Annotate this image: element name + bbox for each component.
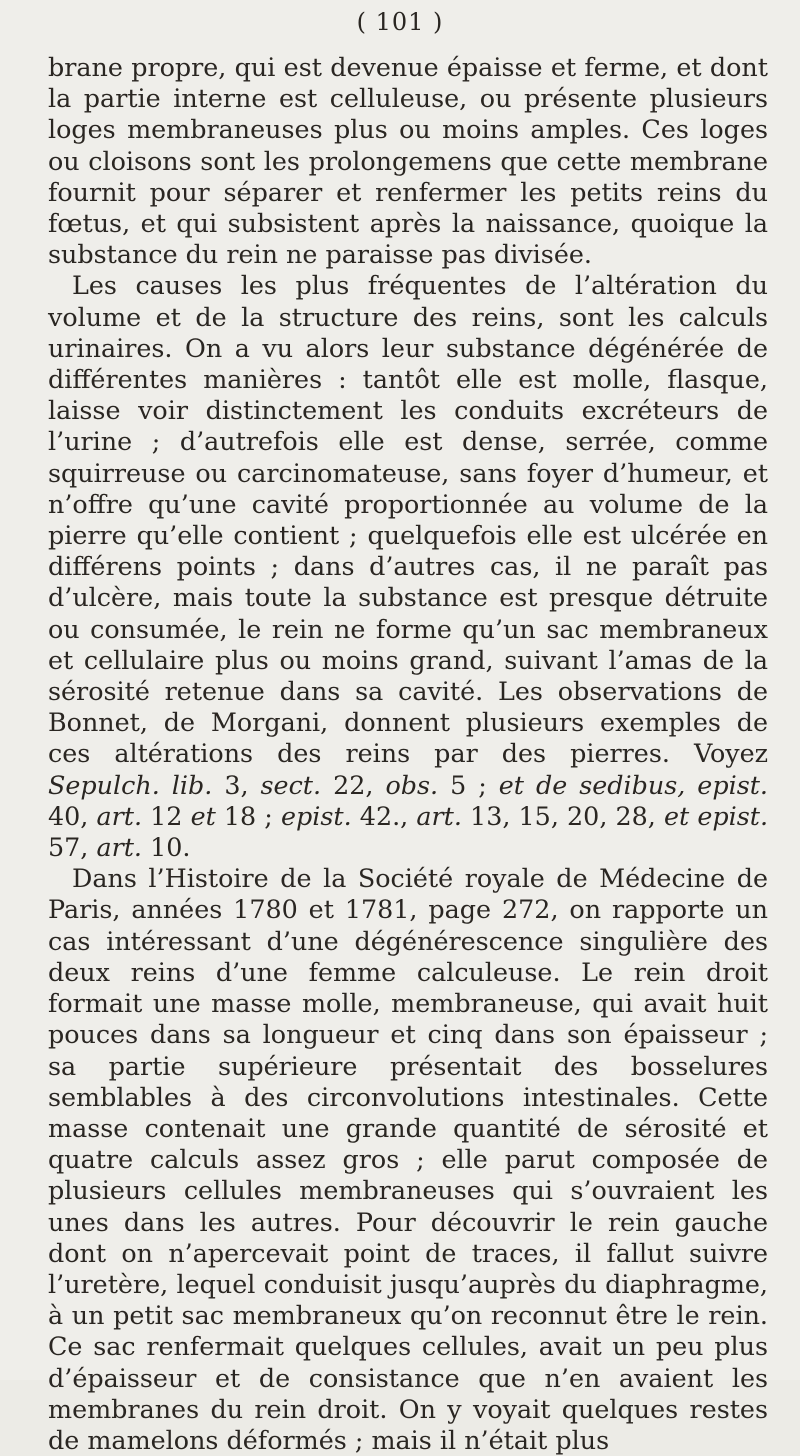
text-run: 22, [321, 769, 386, 800]
italic-citation: sect. [260, 769, 322, 800]
paragraph [48, 863, 768, 1456]
paragraph [48, 270, 768, 863]
italic-citation: art. [96, 832, 143, 863]
text-run: 10. [142, 832, 191, 863]
italic-citation: et [190, 800, 216, 831]
text-run: 13, 15, 20, 28, [461, 800, 664, 831]
italic-citation: obs. [385, 769, 439, 800]
italic-citation: Sepulch. lib. [48, 769, 213, 800]
paragraph [48, 52, 768, 270]
text-run: 40, [48, 800, 97, 831]
italic-citation: et epist. [663, 800, 769, 831]
text-run: 5 ; [438, 769, 499, 800]
text-run: Dans l’Histoire de la Société royale de Médecine de Paris, années 1780 et 1781, page 272, on rapporte un cas intéressant d’une dégénérescence singulière des deux reins d’une femme calculeuse. Le rein droit formait une masse molle, membraneuse, qui avait huit pouces dans sa longueur et cinq dans son épaisseur ; sa partie supérieure présentait des bosselures semblables à des circonvolutions intestinales. Cette masse contenait une grande quantité de sérosité et quatre calculs assez gros ; elle parut composée de plusieurs cellules membraneuses qui s’ouvraient les unes dans les autres. Pour découvrir le rein gauche dont on n’apercevait point de traces, il fallut suivre l’uretère, lequel conduisit jusqu’auprès du diaphragme, à un petit sac membraneux qu’on reconnut être le rein. Ce sac renfermait quelques cellules, avait un peu plus d’épaisseur et de consistance que n’en avaient les membranes du rein droit. On y voyait quelques restes de mamelons déformés ; mais il n’était plus [48, 863, 768, 1455]
body-text [48, 52, 768, 1456]
text-run: 18 ; [215, 800, 281, 831]
text-run: 12 [142, 800, 191, 831]
italic-citation: art. [416, 800, 462, 831]
italic-citation: epist. [280, 800, 352, 831]
text-run: 3, [212, 769, 261, 800]
page-number: ( 101 ) [356, 8, 444, 36]
text-run: Les causes les plus fréquentes de l’altération du volume et de la structure des reins, sont les calculs urinaires. On a vu alors leur substance dégénérée de différentes manières : tantôt elle est molle, flasque, laisse voir distinctement les conduits excréteurs de l’urine ; d’autrefois elle est dense, serrée, comme squirreuse ou carcinomateuse, sans foyer d’humeur, et n’offre qu’une cavité proportionnée au volume de la pierre qu’elle contient ; quelquefois elle est ulcérée en différens points ; dans d’autres cas, il ne paraît pas d’ulcère, mais toute la substance est presque détruite ou consumée, le rein ne forme qu’un sac membraneux et cellulaire plus ou moins grand, suivant l’amas de la sérosité retenue dans sa cavité. Les observations de Bonnet, de Morgani, donnent plusieurs exemples de ces altérations des reins par des pierres. Voyez [48, 270, 768, 769]
text-run: 42., [351, 800, 417, 831]
text-run: brane propre, qui est devenue épaisse et ferme, et dont la partie interne est celluleuse, ou présente plusieurs loges membraneuses plus ou moins amples. Ces loges ou cloisons sont les prolongemens que cette membrane fournit pour séparer et renfermer les petits reins du fœtus, et qui subsistent après la naissance, quoique la substance du rein ne paraisse pas divisée. [48, 52, 768, 270]
text-run: 57, [48, 832, 97, 863]
italic-citation: et de sedibus, epist. [498, 769, 769, 800]
italic-citation: art. [96, 800, 143, 831]
